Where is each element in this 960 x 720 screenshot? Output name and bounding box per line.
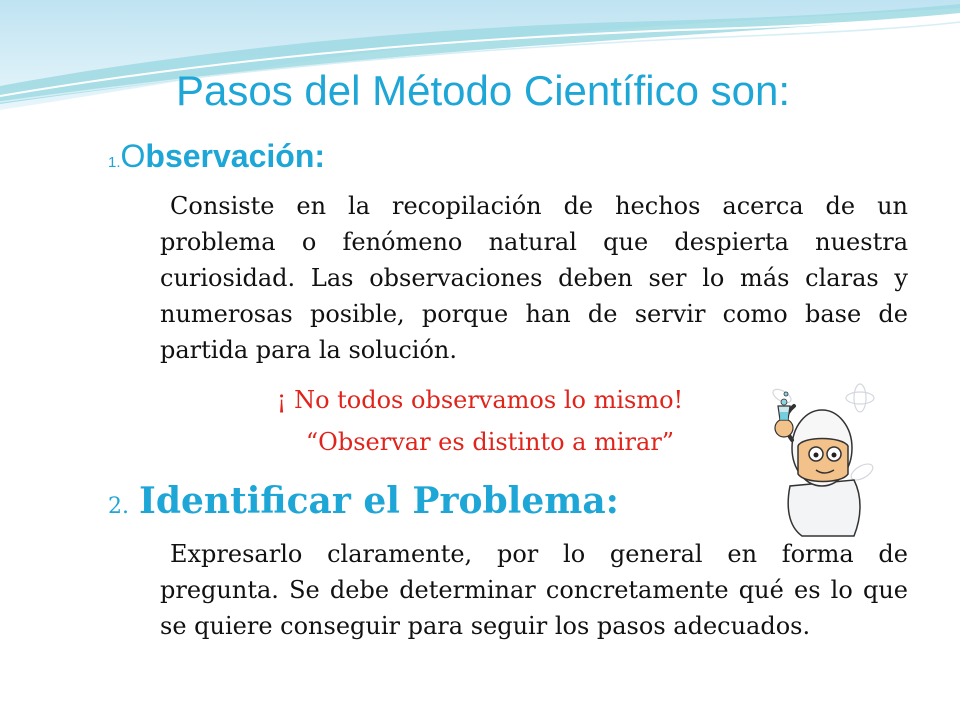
step-2-text: Expresarlo claramente, por lo general en forma de pregunta. Se debe determinar concretamente qué es lo que se quiere conseguir para seguir los pasos adecuados. xyxy=(160,540,908,640)
quote-2: “Observar es distinto a mirar” xyxy=(305,428,675,456)
step-2-paragraph xyxy=(160,536,908,644)
step-2-title: Identificar el Problema: xyxy=(139,480,619,522)
slide-title: Pasos del Método Científico son: xyxy=(176,67,791,114)
step-1-first-letter: O xyxy=(120,138,146,174)
quote-1: ¡ No todos observamos lo mismo! xyxy=(276,386,684,414)
step-2-heading xyxy=(108,480,619,522)
step-2-number: 2. xyxy=(108,494,129,519)
step-1-text: Consiste en la recopilación de hechos acerca de un problema o fenómeno natural que despierta nuestra curiosidad. Las observaciones deben ser lo más claras y numerosas posible, porque han de servir como base de partida para la solución. xyxy=(160,192,908,364)
step-1-number: 1. xyxy=(108,154,121,171)
scientist-illustration xyxy=(762,376,878,540)
step-1-paragraph xyxy=(160,188,908,368)
step-1-heading-rest: bservación: xyxy=(145,138,326,174)
step-1-heading xyxy=(108,138,325,175)
